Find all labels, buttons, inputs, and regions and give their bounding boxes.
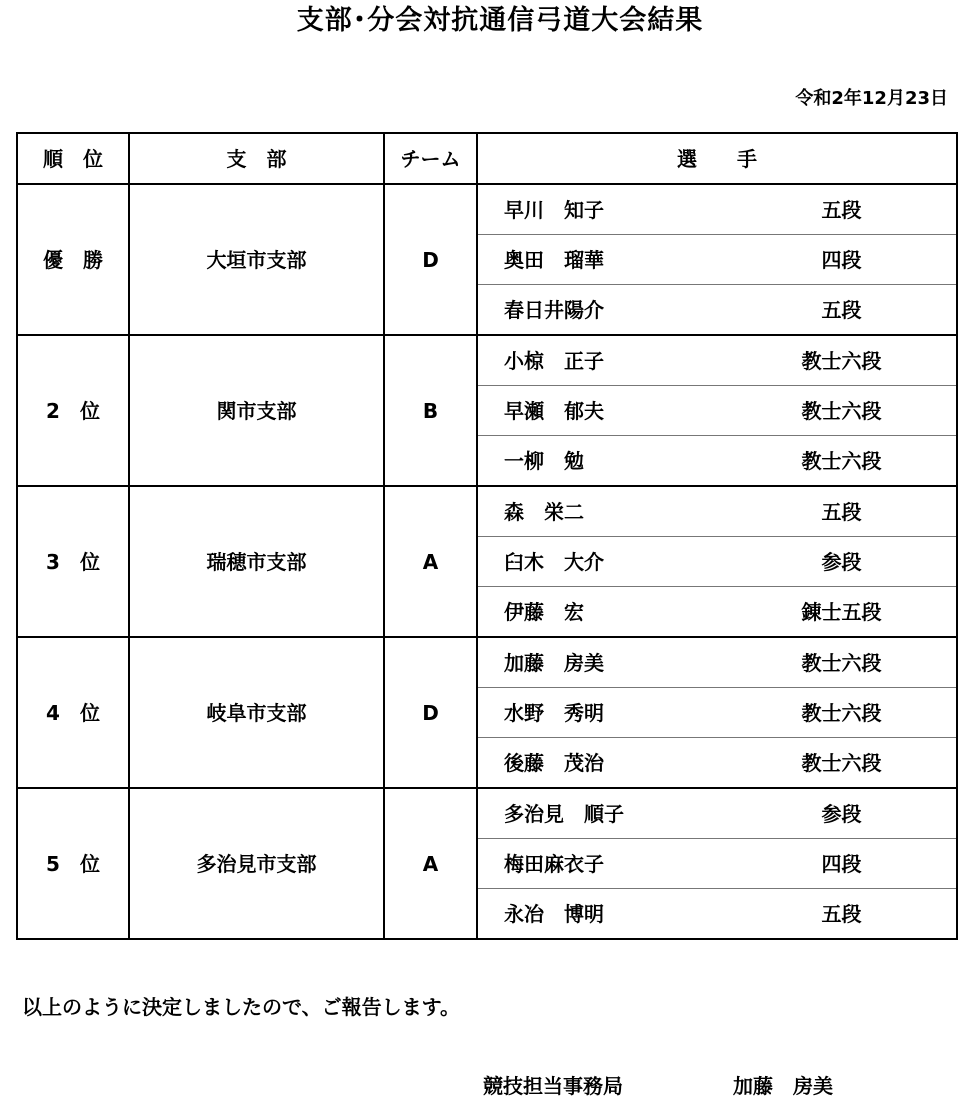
branch-cell: 瑞穂市支部 — [129, 486, 384, 637]
player-name: 永冶 博明 — [477, 889, 727, 940]
player-grade: 錬士五段 — [727, 587, 957, 638]
player-name: 春日井陽介 — [477, 285, 727, 336]
player-grade: 教士六段 — [727, 738, 957, 789]
header-row — [17, 133, 957, 184]
player-grade: 四段 — [727, 235, 957, 285]
branch-cell: 関市支部 — [129, 335, 384, 486]
player-name: 後藤 茂治 — [477, 738, 727, 789]
player-name: 奥田 瑠華 — [477, 235, 727, 285]
results-table — [16, 132, 958, 940]
player-grade: 五段 — [727, 184, 957, 235]
player-grade: 五段 — [727, 486, 957, 537]
player-name: 早瀬 郁夫 — [477, 386, 727, 436]
document-date: 令和2年12月23日 — [795, 88, 948, 109]
branch-cell: 大垣市支部 — [129, 184, 384, 335]
player-name: 一柳 勉 — [477, 436, 727, 487]
table-row — [17, 486, 957, 537]
player-name: 加藤 房美 — [477, 637, 727, 688]
header-branch: 支 部 — [129, 133, 384, 184]
player-name: 梅田麻衣子 — [477, 839, 727, 889]
document-title: 支部･分会対抗通信弓道大会結果 — [296, 5, 704, 36]
team-cell: B — [384, 335, 477, 486]
player-name: 早川 知子 — [477, 184, 727, 235]
report-note: 以上のように決定しましたので、ご報告します。 — [22, 995, 460, 1019]
player-name: 伊藤 宏 — [477, 587, 727, 638]
team-cell: A — [384, 486, 477, 637]
rank-cell: 優 勝 — [17, 184, 129, 335]
header-rank: 順 位 — [17, 133, 129, 184]
header-players: 選 手 — [477, 133, 957, 184]
player-grade: 教士六段 — [727, 436, 957, 487]
player-grade: 参段 — [727, 788, 957, 839]
player-grade: 参段 — [727, 537, 957, 587]
branch-cell: 岐阜市支部 — [129, 637, 384, 788]
player-grade: 教士六段 — [727, 637, 957, 688]
player-grade: 四段 — [727, 839, 957, 889]
player-grade: 教士六段 — [727, 688, 957, 738]
team-cell: A — [384, 788, 477, 939]
player-grade: 五段 — [727, 889, 957, 940]
signer-name: 加藤 房美 — [733, 1074, 833, 1098]
player-name: 臼木 大介 — [477, 537, 727, 587]
player-name: 森 栄二 — [477, 486, 727, 537]
table-row — [17, 637, 957, 688]
office-label: 競技担当事務局 — [483, 1074, 623, 1098]
player-name: 小椋 正子 — [477, 335, 727, 386]
player-name: 多治見 順子 — [477, 788, 727, 839]
player-grade: 五段 — [727, 285, 957, 336]
rank-cell: 2 位 — [17, 335, 129, 486]
player-grade: 教士六段 — [727, 386, 957, 436]
team-cell: D — [384, 184, 477, 335]
player-grade: 教士六段 — [727, 335, 957, 386]
table-row — [17, 788, 957, 839]
rank-cell: 3 位 — [17, 486, 129, 637]
table-row — [17, 184, 957, 235]
rank-cell: 5 位 — [17, 788, 129, 939]
table-row — [17, 335, 957, 386]
player-name: 水野 秀明 — [477, 688, 727, 738]
header-team: チーム — [384, 133, 477, 184]
branch-cell: 多治見市支部 — [129, 788, 384, 939]
team-cell: D — [384, 637, 477, 788]
rank-cell: 4 位 — [17, 637, 129, 788]
